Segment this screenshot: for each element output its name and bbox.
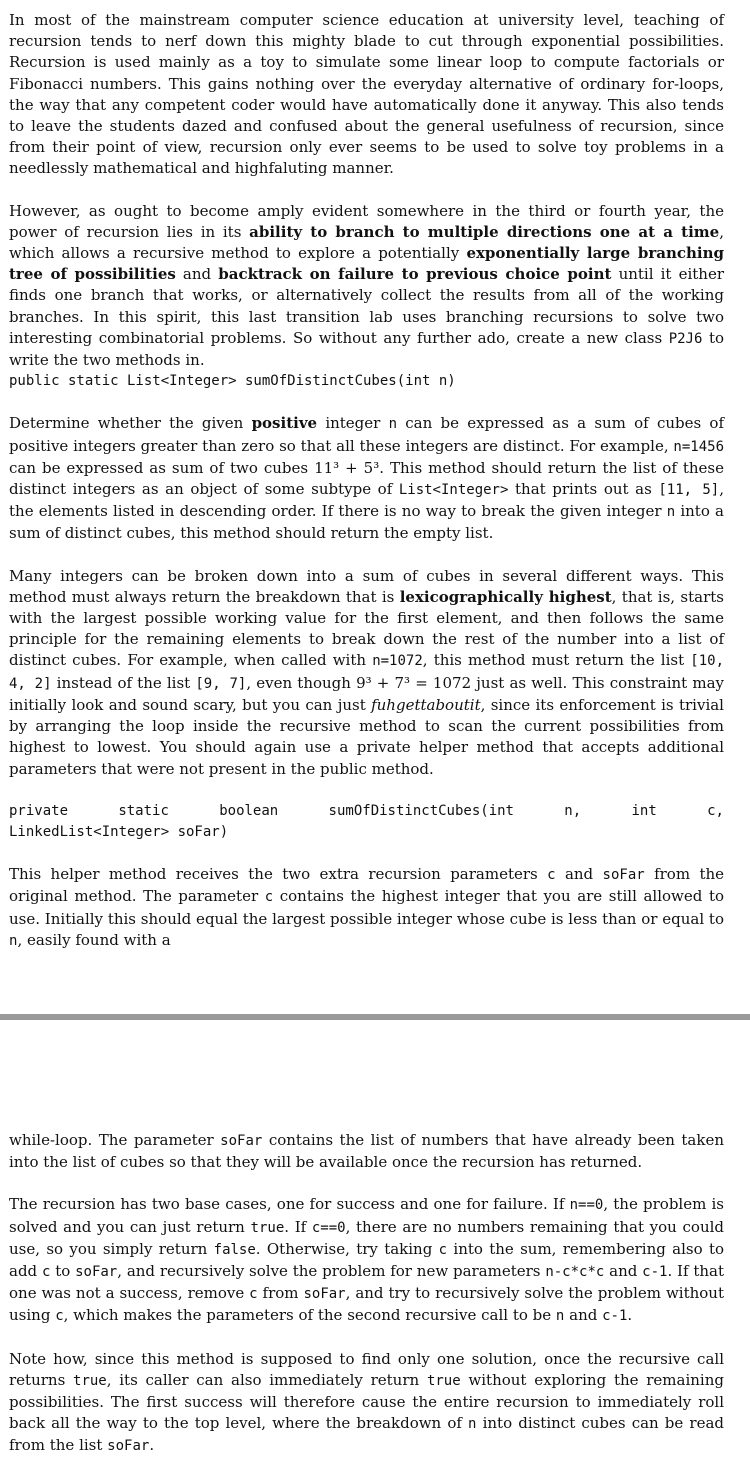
paragraph-lexicographic: Many integers can be broken down into a sum of cubes in several different ways. This method must always return the breakdown that is lexicographically highest, that is, starts with the largest possible working value for the first element, and then follows the same principle for the remaining elements to break down the rest of the number into a list of distinct cubes. For example, when called with n=1072, this method must return the list [10, 4, 2] instead of the list [9, 7], even though 9³ + 7³ = 1072 just as well. This constraint may initially look and sound scary, but you can just fuhgettaboutit, since its enforcement is trivial by arranging the loop inside the recursive method to scan the current possibilities from highest to lowest. You should again use a private helper method that accepts additional parameters that were not present in the public method. [9, 566, 724, 778]
page-divider [0, 1014, 750, 1020]
method-signature-public: public static List<Integer> sumOfDistinctCubes(int n) [9, 373, 456, 390]
signature-line-2: LinkedList<Integer> soFar) [9, 823, 229, 840]
signature-line-1 [9, 801, 724, 822]
paragraph-base-cases: The recursion has two base cases, one for success and one for failure. If n==0, the problem is solved and you can just return true. If c==0, there are no numbers remaining that you could use, so you simply return false. Otherwise, try taking c into the sum, remembering also to add c to soFar, and recursively solve the problem for new parameters n-c*c*c and c-1. If that one was not a success, remove c from soFar, and try to recursively solve the problem without using c, which makes the parameters of the second recursive call to be n and c-1. [9, 1195, 725, 1325]
keyword-private: private [9, 802, 69, 819]
paragraph-task: Determine whether the given positive integer n can be expressed as a sum of cubes of positive integers greater than zero so that all these integers are distinct. For example, n=1456 can be expressed as sum of two cubes 11³ + 5³. This method should return the list of these distinct integers as an object of some subtype of List<Integer> that prints out as [11, 5], the elements listed in descending order. If there is no way to break the given integer n into a sum of distinct cubes, this method should return the empty list. [9, 414, 725, 543]
paragraph-branching: However, as ought to become amply evident somewhere in the third or fourth year, the power of recursion lies in its ability to branch to multiple directions one at a time, which allows a recursive method to explore a potentially exponentially large branching tree of possibilities and backtrack on failure to previous choice point until it either finds one branch that works, or alternatively collect the results from all of the working branches. In this spirit, this last transition lab uses branching recursions to solve two interesting combinatorial problems. So without any further ado, create a new class P2J6 to write the two methods in. [9, 201, 725, 370]
page-top [9, 10, 724, 952]
paragraph-early-return: Note how, since this method is supposed to find only one solution, once the recursive call returns true, its caller can also immediately return true without exploring the remaining possibilities. The first success will therefore cause the entire recursion to immediately roll back all the way to the top level, where the breakdown of n into distinct cubes can be read from the list soFar. [9, 1349, 724, 1455]
param-n: n, [564, 802, 582, 819]
paragraph-intro: In most of the mainstream computer science education at university level, teaching of recursion tends to nerf down this mighty blade to cut through exponential possibilities. Recursion is used mainly as a toy to simulate some linear loop to compute factorials or Fibonacci numbers. This gains nothing over the everyday alternative of ordinary for-loops, the way that any competent coder would have automatically done it anyway. This also tends to leave the students dazed and confused about the general usefulness of recursion, since from their point of view, recursion only ever seems to be used to solve toy problems in a needlessly mathematical and highfaluting manner. [9, 11, 724, 178]
paragraph-sofar: while-loop. The parameter soFar contains the list of numbers that have already been taken into the list of cubes so that they will be available once the recursion has returned. [9, 1131, 725, 1172]
param-c: c, [707, 802, 724, 819]
paragraph-helper: This helper method receives the two extra recursion parameters c and soFar from the original method. The parameter c contains the highest integer that you are still allowed to use. Initially this should equal the largest possible integer whose cube is less than or equal to n, easily found with a [9, 865, 725, 949]
method-name: sumOfDistinctCubes(int [328, 802, 514, 819]
keyword-boolean: boolean [219, 802, 279, 819]
keyword-static: static [118, 802, 169, 819]
method-signature-private [9, 801, 724, 843]
keyword-int: int [631, 802, 657, 819]
page-bottom [9, 1130, 724, 1458]
